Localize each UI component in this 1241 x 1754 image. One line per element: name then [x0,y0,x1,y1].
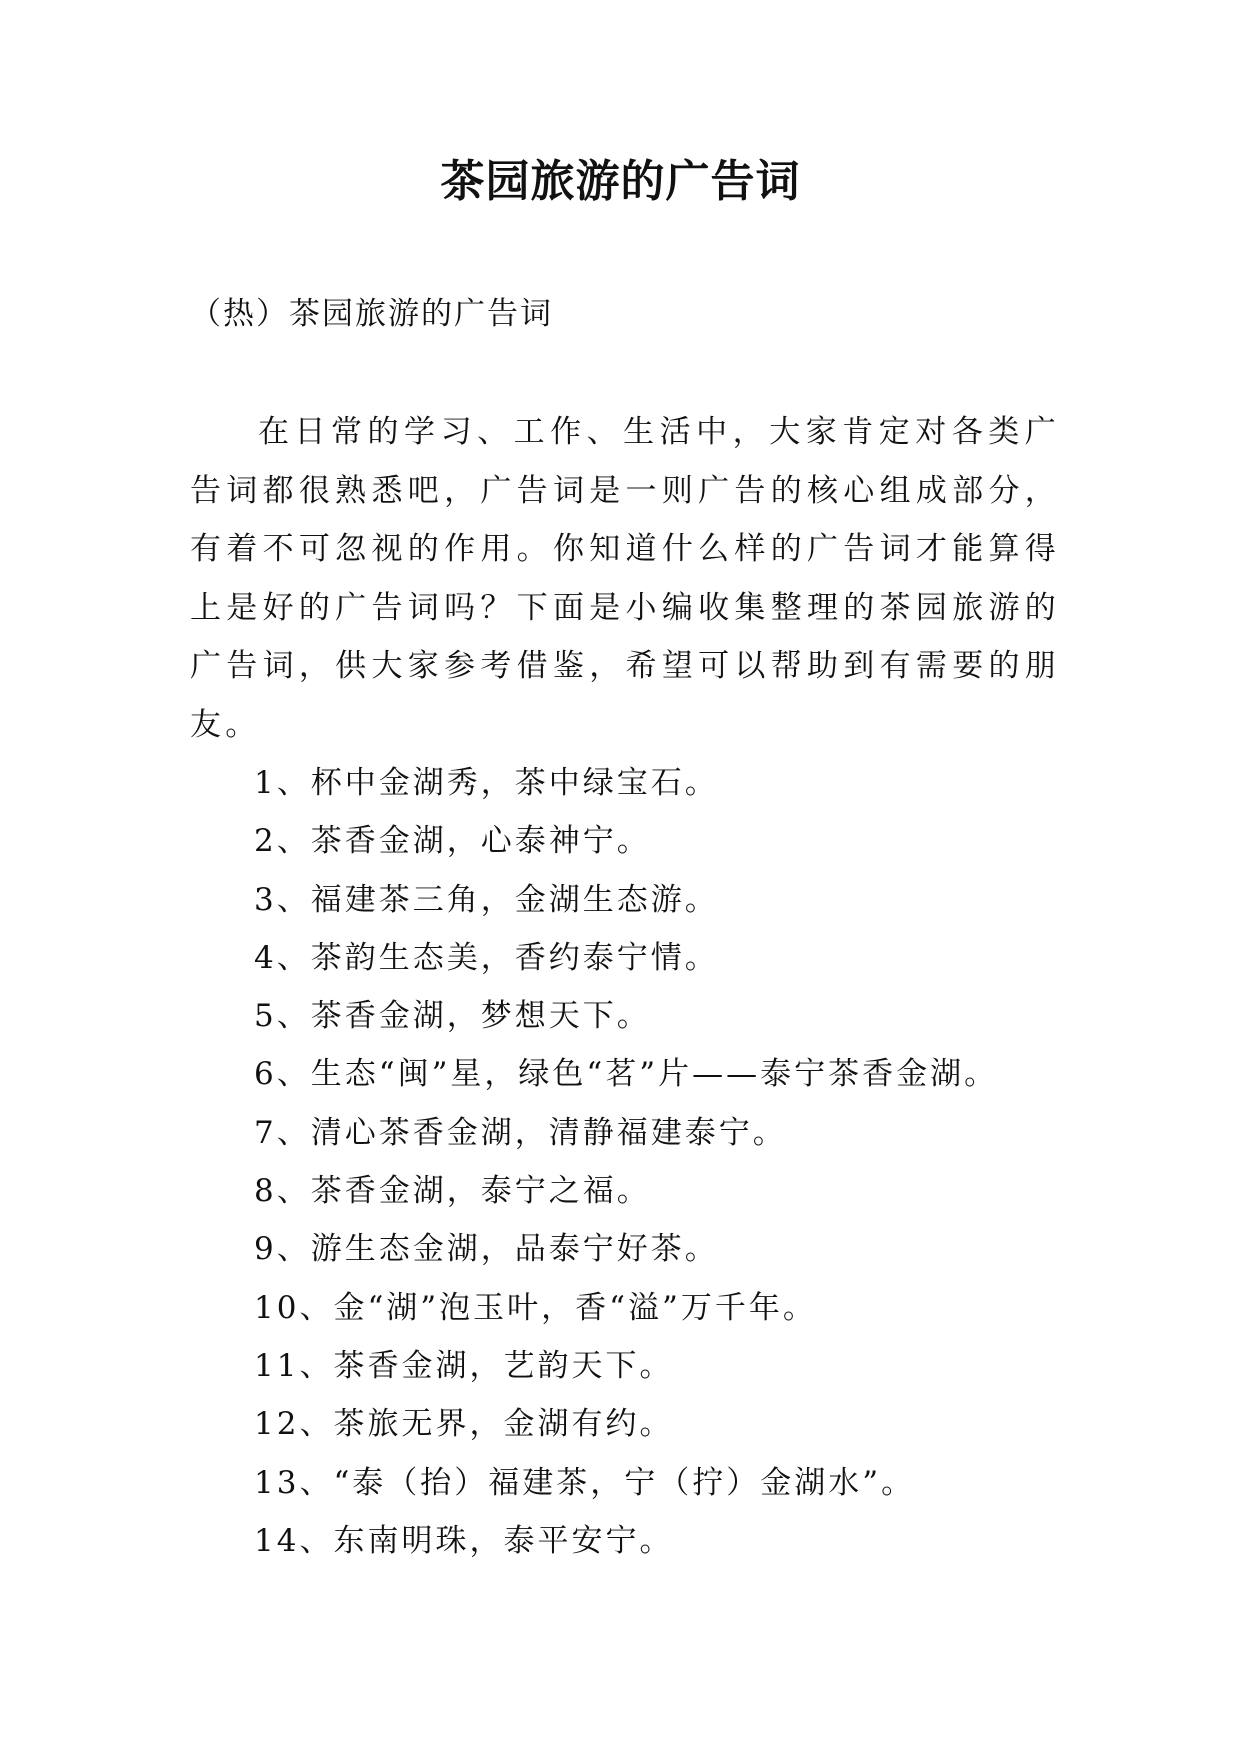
document-title: 茶园旅游的广告词 [440,156,801,207]
list-item: 1、杯中金湖秀，茶中绿宝石。 [254,765,719,801]
list-item: 12、茶旅无界，金湖有约。 [254,1406,674,1443]
document-subtitle: （热）茶园旅游的广告词 [190,296,553,332]
list-item: 14、东南明珠，泰平安宁。 [254,1522,674,1559]
list-item: 5、茶香金湖，梦想天下。 [254,998,651,1035]
list-item: 7、清心茶香金湖，清静福建泰宁。 [254,1114,787,1151]
list-item: 6、生态“闽”星，绿色“茗”片——泰宁茶香金湖。 [254,1056,999,1093]
list-item: 4、茶韵生态美，香约泰宁情。 [254,939,719,976]
list-item: 11、茶香金湖，艺韵天下。 [254,1347,674,1384]
list-item: 8、茶香金湖，泰宁之福。 [254,1173,651,1210]
list-item: 9、游生态金湖，品泰宁好茶。 [254,1231,719,1268]
list-item: 10、金“湖”泡玉叶，香“溢”万千年。 [254,1289,817,1326]
intro-paragraph: 在日常的学习、工作、生活中，大家肯定对各类广告词都很熟悉吧，广告词是一则广告的核心组成部分，有着不可忽视的作用。你知道什么样的广告词才能算得上是好的广告词吗？下面是小编收集整理的茶园旅游的广告词，供大家参考借鉴，希望可以帮助到有需要的朋友。 [190,414,1060,743]
list-item: 3、福建茶三角，金湖生态游。 [254,881,719,918]
list-item: 2、茶香金湖，心泰神宁。 [254,823,651,860]
slogan-list [254,754,998,1570]
list-item: 13、“泰（抬）福建茶，宁（拧）金湖水”。 [254,1464,916,1501]
